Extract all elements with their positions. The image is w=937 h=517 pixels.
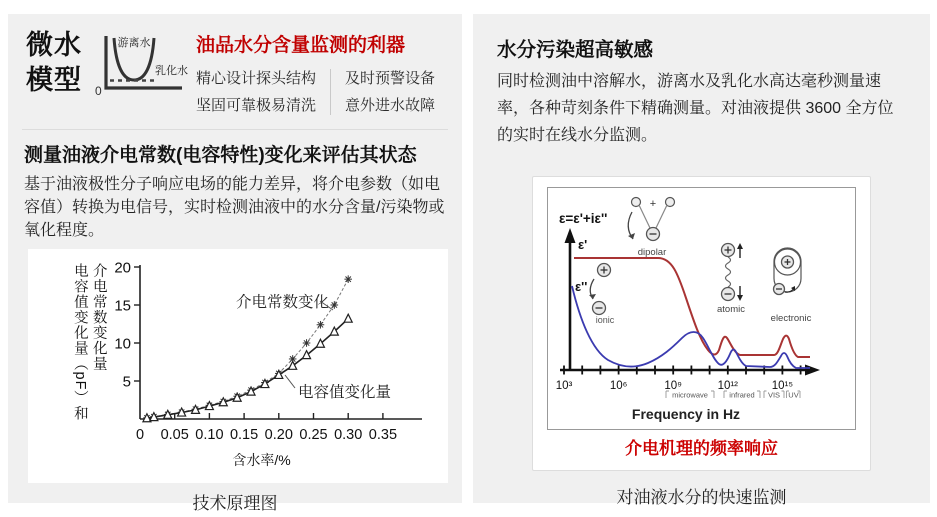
right-body: 同时检测油中溶解水，游离水及乳化水高达毫秒测量速率，各种苛刻条件下精确测量。对油液提供 3600 全方位的实时在线水分监测。 <box>497 73 894 145</box>
svg-text:15: 15 <box>114 297 131 315</box>
svg-text:10: 10 <box>114 335 131 353</box>
band-vis: VIS <box>767 390 781 400</box>
feature-item: 意外进水故障 <box>345 97 436 114</box>
svg-text:0.35: 0.35 <box>368 426 398 443</box>
atomic-label: atomic <box>717 303 745 315</box>
principle-chart <box>104 251 444 481</box>
brand-line1: 微水 <box>26 30 82 60</box>
eps-real-label: ε' <box>578 236 588 252</box>
svg-text:0.25: 0.25 <box>299 426 328 443</box>
svg-text:电容值变化量: 电容值变化量 <box>298 383 392 401</box>
icon-emulsified-water-label: 乳化水 <box>155 65 188 77</box>
panel-water-sensitivity <box>473 14 930 507</box>
electronic-icon <box>774 248 802 295</box>
svg-text:+: + <box>649 197 657 210</box>
dielectric-frequency-figure <box>548 188 825 429</box>
tick-1e6: 10⁶ <box>609 379 628 392</box>
left-caption: 技术原理图 <box>192 493 278 513</box>
atomic-icon <box>722 243 744 301</box>
right-title: 水分污染超高敏感 <box>497 39 654 61</box>
feature-item: 及时预警设备 <box>345 70 436 87</box>
frequency-axis-label: Frequency in Hz <box>631 405 741 422</box>
tick-1e15: 10¹⁵ <box>771 379 794 392</box>
section-title: 测量油液介电常数(电容特性)变化来评估其状态 <box>24 145 417 166</box>
tick-1e9: 10⁹ <box>664 379 683 392</box>
water-curve-icon <box>92 32 188 102</box>
feature-item: 精心设计探头结构 <box>196 70 317 87</box>
svg-text:5: 5 <box>122 373 131 391</box>
left-header <box>8 14 462 123</box>
figure-red-caption: 介电机理的频率响应 <box>625 438 778 458</box>
brand-title <box>26 28 82 98</box>
permittivity-formula: ε=ε'+iε'' <box>559 210 608 226</box>
svg-text:0.20: 0.20 <box>264 426 293 443</box>
svg-text:0.05: 0.05 <box>160 426 189 443</box>
brand-line2: 模型 <box>26 65 82 96</box>
band-microwave: microwave <box>672 390 708 400</box>
right-caption: 对油液水分的快速监测 <box>616 487 787 507</box>
svg-text:20: 20 <box>114 259 131 277</box>
svg-text:介电常数变化: 介电常数变化 <box>236 293 330 311</box>
icon-origin-label: 0 <box>95 84 102 98</box>
chart-y-axis-label: 电容值变化量（pF）和 介电常数变化量 <box>71 262 107 421</box>
feature-col-2 <box>345 65 435 119</box>
feature-col-1 <box>196 65 316 119</box>
headline: 油品水分含量监测的利器 <box>196 35 406 56</box>
eps-imag-label: ε'' <box>575 278 588 294</box>
panel-micro-water-model <box>8 14 462 513</box>
header-divider <box>22 129 448 130</box>
ionic-icon <box>593 263 611 314</box>
feature-list <box>196 65 435 119</box>
icon-free-water-label: 游离水 <box>117 37 151 49</box>
svg-text:含水率/%: 含水率/% <box>232 451 291 468</box>
principle-chart-box <box>28 249 448 483</box>
svg-text:0: 0 <box>135 426 145 443</box>
svg-text:0.15: 0.15 <box>229 426 259 443</box>
electronic-label: electronic <box>770 312 812 324</box>
feature-divider <box>330 69 331 115</box>
dipolar-label: dipolar <box>637 246 667 258</box>
svg-text:0.10: 0.10 <box>195 426 224 443</box>
feature-item: 坚固可靠极易清洗 <box>196 97 317 114</box>
section-body: 基于油液极性分子响应电场的能力差异，将介电参数（如电容值）转换为电信号，实时检测油液中的水分含量/污染物或氧化程度。 <box>24 176 445 240</box>
frequency-figure-frame <box>547 187 856 430</box>
band-uv: UV <box>788 390 799 400</box>
svg-text:0.30: 0.30 <box>334 426 363 443</box>
ionic-label: ionic <box>595 314 615 325</box>
band-infrared: infrared <box>729 390 755 400</box>
tick-1e12: 10¹² <box>717 379 739 392</box>
frequency-figure-card <box>532 176 871 471</box>
tick-1e3: 10³ <box>555 379 573 392</box>
